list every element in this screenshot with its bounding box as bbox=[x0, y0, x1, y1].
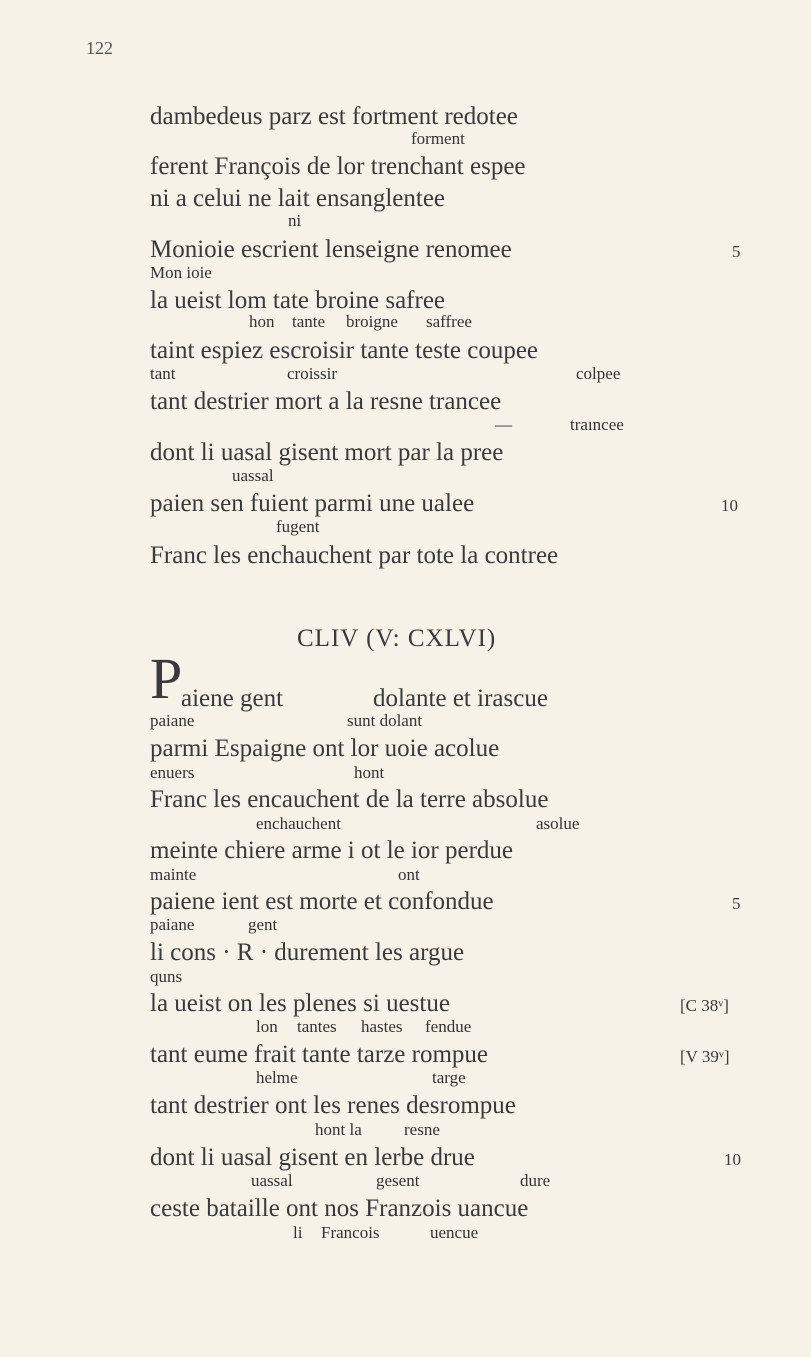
variant-reading: paiane bbox=[150, 915, 195, 934]
variant-reading: forment bbox=[411, 129, 465, 148]
variant-reading: ni bbox=[288, 211, 302, 230]
variant-reading: hon bbox=[249, 312, 275, 331]
verse-line: tant eume frait tante tarze rompue bbox=[150, 1041, 489, 1068]
variant-reading: tant bbox=[150, 364, 176, 383]
variant-reading: sunt dolant bbox=[347, 711, 423, 730]
verse-line: li cons · R · durement les argue bbox=[150, 939, 465, 966]
variant-reading: uassal bbox=[251, 1171, 293, 1190]
variant-reading: colpee bbox=[576, 364, 621, 383]
variant-reading: Francois bbox=[321, 1223, 380, 1242]
verse-line-start: aiene gent bbox=[181, 685, 284, 712]
variant-reading: uencue bbox=[430, 1223, 479, 1242]
verse-line: Franc les enchauchent par tote la contree bbox=[150, 542, 559, 569]
line-number: 10 bbox=[724, 1150, 741, 1169]
verse-line: parmi Espaigne ont lor uoie acolue bbox=[150, 735, 500, 762]
line-number: 5 bbox=[732, 242, 741, 261]
variant-reading: dure bbox=[520, 1171, 551, 1190]
variant-reading: broigne bbox=[346, 312, 398, 331]
variant-reading: asolue bbox=[536, 814, 580, 833]
variant-reading: ont bbox=[398, 865, 420, 884]
page-number: 122 bbox=[86, 38, 113, 58]
verse-line: paien sen fuient parmi une ualee bbox=[150, 490, 475, 517]
variant-reading: hont bbox=[354, 763, 385, 782]
verse-line: dont li uasal gisent mort par la pree bbox=[150, 439, 504, 466]
variant-reading: uassal bbox=[232, 466, 274, 485]
line-number: 10 bbox=[721, 496, 738, 515]
verse-line-end: dolante et irascue bbox=[373, 685, 548, 712]
variant-reading: gesent bbox=[376, 1171, 420, 1190]
variant-reading: croissir bbox=[287, 364, 338, 383]
variant-reading: fugent bbox=[276, 517, 320, 536]
variant-reading: helme bbox=[256, 1068, 298, 1087]
variant-reading: resne bbox=[404, 1120, 440, 1139]
side-note: [C 38ᵛ] bbox=[680, 996, 729, 1015]
verse-line: dambedeus parz est fortment redotee bbox=[150, 103, 518, 130]
verse-line: ni a celui ne lait ensanglentee bbox=[150, 185, 446, 212]
side-note: [V 39ᵛ] bbox=[680, 1047, 730, 1066]
variant-reading: Mon ioie bbox=[150, 263, 212, 282]
variant-reading: — bbox=[495, 415, 512, 434]
variant-reading: hont la bbox=[315, 1120, 362, 1139]
variant-reading: targe bbox=[432, 1068, 466, 1087]
verse-line: la ueist on les plenes si uestue bbox=[150, 990, 450, 1017]
variant-reading: hastes bbox=[361, 1017, 403, 1036]
verse-line: taint espiez escroisir tante teste coupee bbox=[150, 337, 539, 364]
drop-cap: P bbox=[150, 646, 183, 711]
line-number: 5 bbox=[732, 894, 741, 913]
verse-line: paiene ient est morte et confondue bbox=[150, 888, 494, 915]
variant-reading: mainte bbox=[150, 865, 197, 884]
variant-reading: fendue bbox=[425, 1017, 472, 1036]
variant-reading: gent bbox=[248, 915, 278, 934]
verse-line: Monioie escrient lenseigne renomee bbox=[150, 236, 512, 263]
verse-line: la ueist lom tate broine safree bbox=[150, 287, 446, 314]
variant-reading: tantes bbox=[297, 1017, 337, 1036]
variant-reading: saffree bbox=[426, 312, 472, 331]
variant-reading: enchauchent bbox=[256, 814, 341, 833]
verse-line: ceste bataille ont nos Franzois uancue bbox=[150, 1195, 529, 1222]
variant-reading: quns bbox=[150, 967, 183, 986]
verse-line: tant destrier mort a la resne trancee bbox=[150, 388, 502, 415]
verse-line: ferent François de lor trenchant espee bbox=[150, 153, 526, 180]
verse-line: Franc les encauchent de la terre absolue bbox=[150, 786, 549, 813]
variant-reading: enuers bbox=[150, 763, 195, 782]
verse-line: tant destrier ont les renes desrompue bbox=[150, 1092, 516, 1119]
variant-reading: li bbox=[293, 1223, 303, 1242]
variant-reading: tante bbox=[292, 312, 326, 331]
variant-reading: lon bbox=[256, 1017, 278, 1036]
verse-line: dont li uasal gisent en lerbe drue bbox=[150, 1144, 475, 1171]
verse-line: meinte chiere arme i ot le ior perdue bbox=[150, 837, 514, 864]
variant-reading: traıncee bbox=[570, 415, 624, 434]
laisse-heading: CLIV (V: CXLVI) bbox=[297, 625, 497, 652]
variant-reading: paiane bbox=[150, 711, 195, 730]
